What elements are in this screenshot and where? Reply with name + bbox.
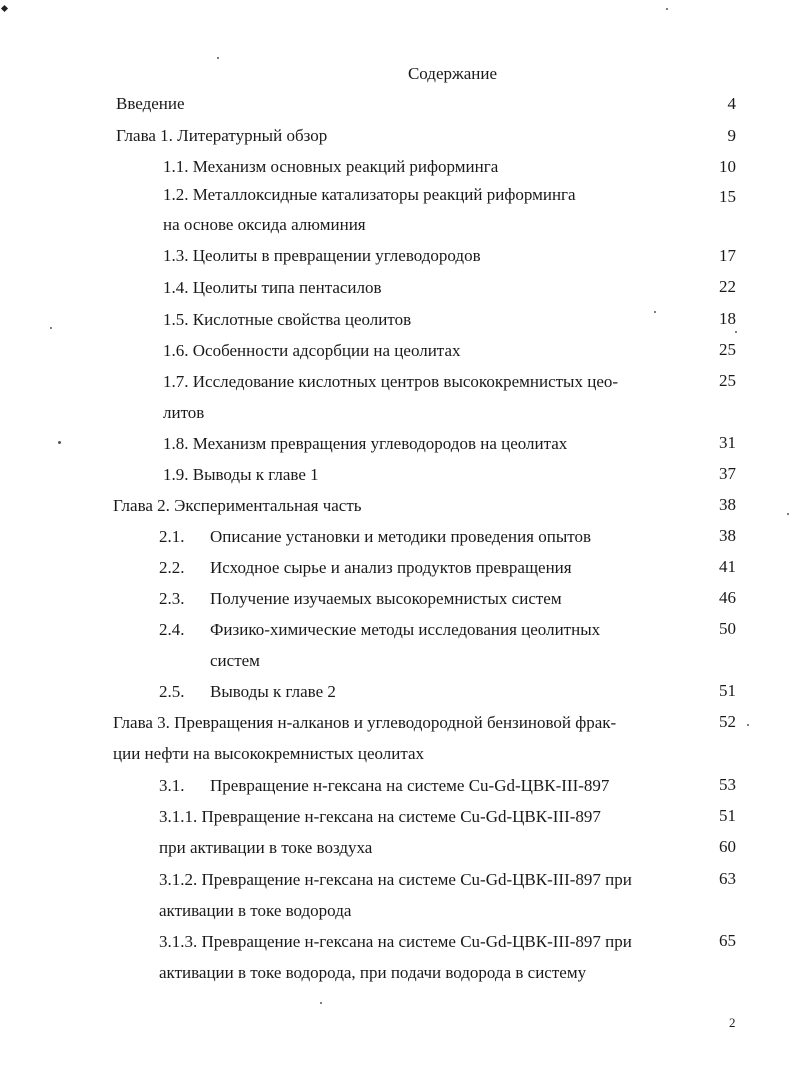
toc-entry: 1.5. Кислотные свойства цеолитов (163, 310, 412, 329)
toc-entry-number: 3.1. (159, 776, 185, 795)
toc-entry: 1.3. Цеолиты в превращении углеводородов (163, 246, 481, 265)
toc-page: 53 (719, 775, 736, 794)
toc-entry: Превращение н-гексана на системе Cu-Gd-ЦВК-III-897 (210, 776, 610, 795)
toc-entry: Исходное сырье и анализ продуктов превращения (210, 558, 572, 577)
toc-page: 50 (719, 619, 736, 638)
toc-entry-continuation: активации в токе водорода (159, 901, 352, 920)
toc-page: 46 (719, 588, 736, 607)
page-number: 2 (729, 1015, 736, 1030)
toc-page: 25 (719, 371, 736, 390)
toc-page: 10 (719, 157, 736, 176)
toc-entry: 1.7. Исследование кислотных центров высококремнистых цео- (163, 372, 619, 391)
toc-entry-continuation: систем (210, 651, 260, 670)
toc-entry-intro: Введение (116, 94, 185, 113)
toc-entry: 1.9. Выводы к главе 1 (163, 465, 319, 484)
toc-page: 41 (719, 557, 736, 576)
toc-page: 25 (719, 340, 736, 359)
toc-entry-continuation: ции нефти на высококремнистых цеолитах (113, 744, 425, 763)
toc-page: 60 (719, 837, 736, 856)
scan-mark (1, 5, 8, 12)
toc-entry: Получение изучаемых высокоремнистых систем (210, 589, 562, 608)
toc-entry-number: 2.4. (159, 620, 185, 639)
toc-entry-continuation: при активации в токе воздуха (159, 838, 373, 857)
toc-entry-continuation: активации в токе водорода, при подачи водорода в систему (159, 963, 587, 982)
toc-entry-chapter2: Глава 2. Экспериментальная часть (113, 496, 362, 515)
toc-page: 9 (727, 126, 736, 145)
toc-page: 4 (727, 94, 736, 113)
toc-entry: Выводы к главе 2 (210, 682, 336, 701)
toc-page: 37 (719, 464, 736, 483)
toc-entry-continuation: на основе оксида алюминия (163, 215, 366, 234)
toc-entry-number: 2.3. (159, 589, 185, 608)
toc-page: 31 (719, 433, 736, 452)
toc-entry: 3.1.2. Превращение н-гексана на системе Cu-Gd-ЦВК-III-897 при (159, 870, 632, 889)
toc-entry: 1.2. Металлоксидные катализаторы реакций риформинга (163, 185, 576, 204)
toc-page: 22 (719, 277, 736, 296)
toc-entry-chapter1: Глава 1. Литературный обзор (116, 126, 328, 145)
toc-page: 52 (719, 712, 736, 731)
toc-entry: 1.8. Механизм превращения углеводородов на цеолитах (163, 434, 568, 453)
toc-entry-number: 2.2. (159, 558, 185, 577)
toc-entry-chapter3: Глава 3. Превращения н-алканов и углеводородной бензиновой фрак- (113, 713, 617, 732)
toc-entry: Физико-химические методы исследования цеолитных (210, 620, 601, 639)
toc-entry: 1.1. Механизм основных реакций риформинга (163, 157, 499, 176)
toc-entry-continuation: литов (163, 403, 205, 422)
toc-entry: 1.6. Особенности адсорбции на цеолитах (163, 341, 461, 360)
toc-title: Содержание (407, 64, 498, 83)
toc-entry-number: 2.1. (159, 527, 185, 546)
toc-entry: 3.1.3. Превращение н-гексана на системе Cu-Gd-ЦВК-III-897 при (159, 932, 632, 951)
toc-entry: Описание установки и методики проведения опытов (210, 527, 591, 546)
toc-entry: 1.4. Цеолиты типа пентасилов (163, 278, 382, 297)
toc-page: 38 (719, 495, 736, 514)
toc-page: 15 (719, 187, 736, 206)
toc-page: 17 (719, 246, 736, 265)
toc-entry: 3.1.1. Превращение н-гексана на системе Cu-Gd-ЦВК-III-897 (159, 807, 601, 826)
toc-page: 65 (719, 931, 736, 950)
toc-page: 51 (719, 681, 736, 700)
toc-page: 63 (719, 869, 736, 888)
toc-entry-number: 2.5. (159, 682, 185, 701)
toc-page: 51 (719, 806, 736, 825)
toc-page: 18 (719, 309, 736, 328)
toc-page: 38 (719, 526, 736, 545)
